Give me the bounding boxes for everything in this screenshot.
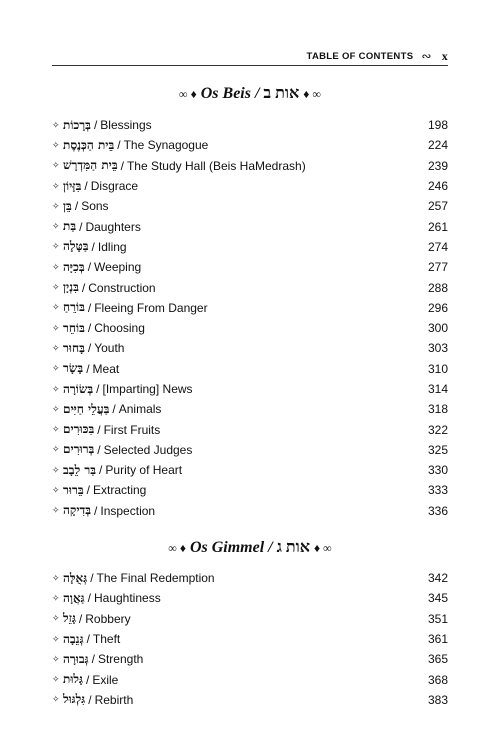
entry-label (52, 321, 145, 336)
diamond-bullet-icon: ✧ (52, 403, 60, 414)
entry-label (52, 118, 152, 133)
entry-hebrew: גִּלְגּוּל (63, 692, 86, 707)
entry-label (52, 632, 120, 647)
entry-page-number: 365 (427, 652, 448, 667)
toc-entry (52, 669, 448, 689)
entry-page-number: 330 (427, 463, 448, 478)
entry-hebrew: בְּדִיקָה (63, 503, 92, 518)
entry-english: Choosing (94, 321, 145, 336)
entry-label (52, 179, 138, 194)
diamond-bullet-icon: ✧ (52, 674, 60, 685)
entry-english: Weeping (94, 260, 142, 275)
diamond-bullet-icon: ✧ (52, 221, 60, 232)
entry-page-number: 325 (427, 442, 448, 457)
page-number: x (441, 48, 448, 63)
entry-english: The Final Redemption (96, 571, 215, 586)
diamond-bullet-icon: ✧ (52, 505, 60, 516)
diamond-bullet-icon: ✧ (52, 444, 60, 455)
entry-english: Extracting (93, 483, 147, 498)
entry-page-number: 261 (427, 219, 448, 234)
diamond-bullet-icon: ✧ (52, 633, 60, 644)
entry-english: Idling (97, 239, 127, 254)
entry-hebrew: בִּכּוּרִים (63, 422, 95, 437)
separator: / (87, 321, 92, 336)
ornament-left-icon: ∞ ♦ (179, 87, 197, 101)
entry-english: Meat (92, 361, 120, 376)
toc-entry (52, 649, 448, 669)
diamond-bullet-icon: ✧ (52, 424, 60, 435)
separator: / (86, 483, 90, 498)
diamond-bullet-icon: ✧ (52, 572, 60, 583)
entry-label (52, 422, 160, 437)
toc-entry (52, 359, 448, 379)
entry-label (52, 219, 141, 234)
entry-label (52, 260, 141, 275)
entry-hebrew: בְּכִיָּה (63, 259, 85, 274)
entry-page-number: 274 (427, 239, 448, 254)
toc-entry (52, 419, 448, 439)
toc-entry (52, 176, 448, 196)
entry-hebrew: גְּנֵבָה (63, 631, 84, 646)
entry-english: First Fruits (103, 422, 161, 437)
entry-label (52, 571, 215, 586)
entry-english: Robbery (85, 611, 131, 626)
separator: / (86, 632, 90, 647)
diamond-bullet-icon: ✧ (52, 160, 60, 171)
entry-label (52, 402, 161, 417)
separator: / (79, 219, 83, 234)
separator: / (87, 341, 92, 356)
separator: / (85, 672, 90, 687)
toc-entry (52, 379, 448, 399)
separator: / (87, 591, 91, 606)
entry-hebrew: בֵּרוּר (63, 482, 84, 497)
toc-entry (52, 115, 448, 135)
diamond-bullet-icon: ✧ (52, 322, 60, 333)
diamond-bullet-icon: ✧ (52, 302, 60, 313)
separator: / (78, 611, 83, 626)
diamond-bullet-icon: ✧ (52, 139, 60, 150)
diamond-bullet-icon: ✧ (52, 180, 60, 191)
entry-page-number: 277 (427, 260, 448, 275)
entry-hebrew: בֵּית הַכְּנֶסֶת (63, 137, 115, 152)
diamond-bullet-icon: ✧ (52, 241, 60, 252)
separator: / (117, 138, 121, 153)
entry-english: Exile (92, 672, 119, 687)
separator: / (120, 158, 124, 173)
header-title: TABLE OF CONTENTS (306, 50, 414, 62)
entry-label (52, 158, 306, 173)
separator: / (91, 652, 95, 667)
entry-hebrew: בֵּית הַמִּדְרָשׁ (63, 158, 118, 173)
diamond-bullet-icon: ✧ (52, 694, 60, 705)
entry-page-number: 345 (427, 591, 448, 606)
entry-hebrew: בּוֹרֵחַ (63, 300, 85, 315)
entry-english: Strength (97, 652, 144, 667)
toc-entry (52, 318, 448, 338)
separator: / (96, 382, 100, 396)
entry-english: Rebirth (94, 692, 134, 707)
entry-hebrew: בִּזָּיוֹן (63, 178, 82, 193)
entry-english: The Synagogue (123, 138, 209, 153)
entry-page-number: 322 (427, 422, 448, 437)
entry-hebrew: בְּשׂוֹרָה (63, 381, 94, 396)
toc-entry (52, 480, 448, 500)
entry-label (52, 692, 133, 707)
diamond-bullet-icon: ✧ (52, 363, 60, 374)
entry-page-number: 296 (427, 300, 448, 315)
entry-page-number: 288 (427, 280, 448, 295)
section-title-beis: ∞ ♦ Os Beis / אות ב ♦ ∞ (179, 85, 321, 102)
entry-label (52, 138, 208, 153)
diamond-bullet-icon: ✧ (52, 484, 60, 495)
separator: / (88, 692, 92, 707)
entry-label (52, 591, 161, 606)
toc-entry (52, 237, 448, 257)
entry-english: Haughtiness (93, 591, 161, 606)
separator: / (86, 361, 90, 376)
entry-label (52, 382, 193, 397)
section-title-gimmel: ∞ ♦ Os Gimmel / אות ג ♦ ∞ (168, 539, 332, 556)
entry-english: Youth (94, 341, 125, 356)
entry-page-number: 314 (427, 382, 448, 396)
entry-english: [Imparting] News (102, 382, 193, 396)
diamond-bullet-icon: ✧ (52, 200, 60, 211)
entry-list-gimmel (52, 568, 448, 710)
entry-hebrew: בַּת (63, 219, 77, 234)
diamond-bullet-icon: ✧ (52, 342, 60, 353)
toc-entry (52, 460, 448, 480)
toc-entry (52, 501, 448, 521)
toc-entry (52, 588, 448, 608)
toc-entry (52, 196, 448, 216)
entry-english: Blessings (100, 118, 152, 133)
entry-label (52, 199, 109, 214)
toc-entry (52, 156, 448, 176)
entry-label (52, 503, 155, 518)
entry-hebrew: בִּנְיָן (63, 280, 79, 295)
entry-label (52, 361, 119, 376)
entry-english: Sons (81, 199, 109, 214)
entry-hebrew: בָּחוּר (63, 340, 85, 355)
toc-entry (52, 298, 448, 318)
toc-entry (52, 135, 448, 155)
running-header (52, 47, 448, 66)
toc-entry (52, 568, 448, 588)
entry-page-number: 310 (427, 361, 448, 376)
entry-page-number: 239 (427, 158, 448, 173)
entry-hebrew: בְּרוּרִים (63, 442, 95, 457)
entry-label (52, 341, 124, 356)
entry-hebrew: בְּרָכוֹת (63, 117, 91, 132)
entry-english: The Study Hall (Beis HaMedrash) (126, 158, 306, 173)
entry-page-number: 246 (427, 179, 448, 194)
entry-page-number: 257 (427, 199, 448, 214)
diamond-bullet-icon: ✧ (52, 119, 60, 130)
entry-label (52, 463, 182, 478)
entry-label (52, 239, 127, 254)
entry-page-number: 303 (427, 341, 448, 356)
entry-page-number: 383 (427, 692, 448, 707)
entry-page-number: 351 (427, 611, 448, 626)
diamond-bullet-icon: ✧ (52, 383, 60, 394)
ornament-right-icon: ♦ ∞ (303, 87, 321, 101)
toc-entry (52, 216, 448, 236)
entry-page-number: 300 (427, 321, 448, 336)
diamond-bullet-icon: ✧ (52, 613, 60, 624)
toc-entry (52, 277, 448, 297)
toc-entry (52, 440, 448, 460)
separator: / (93, 118, 98, 133)
entry-list-beis (52, 115, 448, 521)
entry-hebrew: גְּאֻלָּה (63, 570, 88, 585)
toc-entry (52, 338, 448, 358)
entry-hebrew: גְּבוּרָה (63, 651, 89, 666)
entry-english: Inspection (100, 503, 156, 518)
entry-label (52, 442, 192, 457)
entry-hebrew: בּוֹחֵר (63, 320, 85, 335)
entry-hebrew: בַּר לֵבָב (63, 462, 97, 477)
entry-page-number: 318 (427, 402, 448, 417)
toc-entry (52, 690, 448, 710)
separator: / (81, 280, 86, 295)
ornament-right-icon: ♦ ∞ (314, 541, 332, 555)
entry-page-number: 368 (427, 672, 448, 687)
separator: / (84, 179, 88, 194)
entry-english: Purity of Heart (105, 463, 183, 478)
separator: / (97, 422, 101, 437)
entry-hebrew: בָּשָׂר (63, 361, 84, 376)
entry-hebrew: גָּלוּת (63, 672, 83, 687)
separator: / (90, 571, 94, 586)
separator: / (87, 260, 92, 275)
diamond-bullet-icon: ✧ (52, 261, 60, 272)
diamond-bullet-icon: ✧ (52, 653, 60, 664)
entry-page-number: 336 (427, 503, 448, 518)
entry-hebrew: בַּעֲלֵי חַיִּים (63, 401, 110, 416)
entry-page-number: 361 (427, 632, 448, 647)
entry-page-number: 198 (427, 118, 448, 133)
entry-label (52, 280, 156, 295)
entry-label (52, 300, 208, 315)
swirl-ornament-icon: ∾ (421, 49, 432, 63)
entry-english: Theft (92, 632, 121, 647)
separator: / (97, 442, 101, 457)
separator: / (99, 463, 103, 478)
entry-page-number: 224 (427, 138, 448, 153)
entry-english: Disgrace (90, 179, 139, 194)
ornament-left-icon: ∞ ♦ (168, 541, 186, 555)
toc-entry (52, 629, 448, 649)
entry-hebrew: בֵּן (63, 198, 72, 213)
diamond-bullet-icon: ✧ (52, 282, 60, 293)
toc-entry (52, 399, 448, 419)
entry-english: Construction (88, 280, 156, 295)
toc-entry (52, 257, 448, 277)
toc-entry (52, 609, 448, 629)
entry-hebrew: בַּטָּלָה (63, 239, 89, 254)
entry-label (52, 652, 143, 667)
separator: / (74, 199, 79, 214)
entry-label (52, 611, 131, 626)
entry-page-number: 333 (427, 483, 448, 498)
separator: / (94, 503, 98, 518)
separator: / (87, 300, 92, 315)
entry-english: Selected Judges (103, 442, 193, 457)
entry-label (52, 483, 146, 498)
entry-hebrew: גָּזֵל (63, 611, 76, 626)
entry-page-number: 342 (427, 571, 448, 586)
diamond-bullet-icon: ✧ (52, 592, 60, 603)
entry-english: Animals (118, 402, 162, 417)
entry-english: Daughters (85, 219, 141, 234)
entry-english: Fleeing From Danger (94, 300, 208, 315)
diamond-bullet-icon: ✧ (52, 464, 60, 475)
separator: / (91, 239, 95, 254)
entry-label (52, 672, 118, 687)
entry-hebrew: גַּאֲוָה (63, 590, 85, 605)
separator: / (112, 402, 116, 417)
